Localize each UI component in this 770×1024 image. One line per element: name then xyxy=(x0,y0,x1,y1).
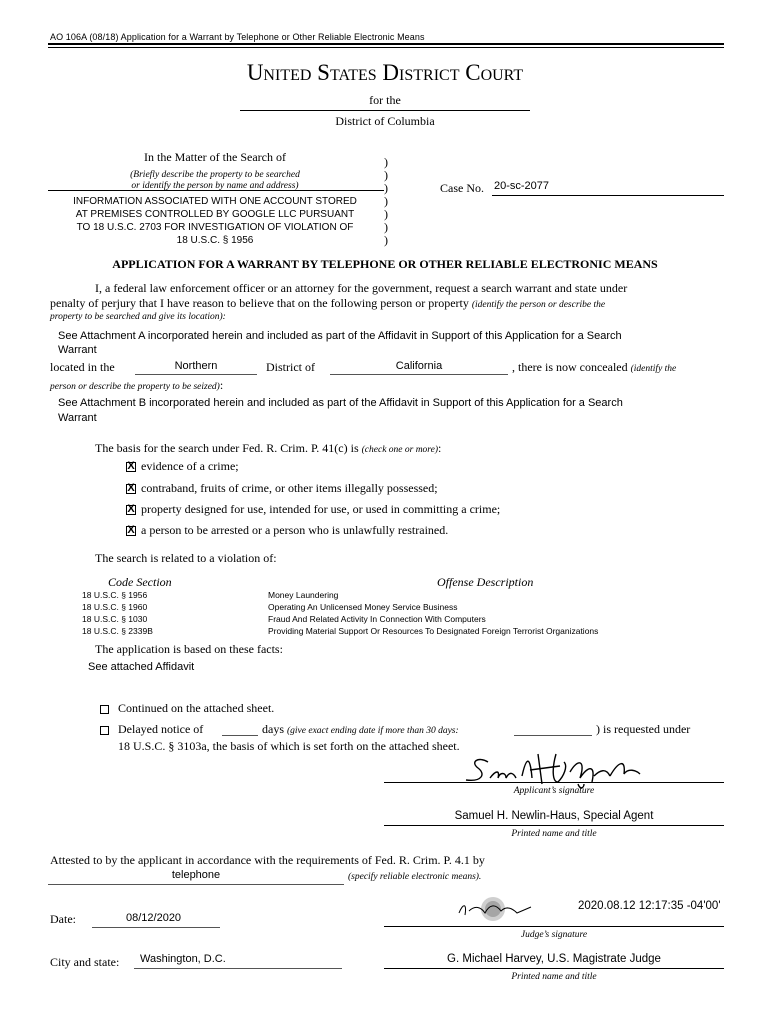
state-value: California xyxy=(395,360,443,372)
judge-name-label: Printed name and title xyxy=(511,972,597,982)
offense-row-4: Providing Material Support Or Resources To Designated Foreign Terrorist Organizations xyxy=(268,626,599,636)
matter-brackets: ) ) ) ) ) ) ) xyxy=(384,155,388,247)
offense-description-header: Offense Description xyxy=(437,575,534,589)
case-number: 20-sc-2077 xyxy=(494,180,550,192)
violation-heading: The search is related to a violation of: xyxy=(95,551,277,565)
case-number-line xyxy=(492,195,724,196)
applicant-name-label: Printed name and title xyxy=(511,829,597,839)
delayed-line-2: 18 U.S.C. § 3103a, the basis of which is set forth on the attached sheet. xyxy=(118,739,460,753)
code-row-1: 18 U.S.C. § 1956 xyxy=(82,590,148,600)
matter-heading: In the Matter of the Search of xyxy=(144,150,286,164)
delayed-days-field[interactable] xyxy=(222,735,258,736)
intro-line-1: I, a federal law enforcement officer or an attorney for the government, request a search warrant and state under xyxy=(95,281,628,295)
header-rule xyxy=(48,43,724,45)
city-value: Washington, D.C. xyxy=(140,953,226,965)
attested-method: telephone xyxy=(171,869,221,881)
court-district: District of Columbia xyxy=(335,114,435,128)
basis-checkbox-contraband[interactable]: X xyxy=(127,482,135,494)
person-describe-label: person or describe the property to be seized): xyxy=(50,378,224,392)
basis-heading: The basis for the search under Fed. R. Crim. P. 41(c) is (check one or more): xyxy=(95,441,442,455)
facts-value: See attached Affidavit xyxy=(88,661,195,673)
code-row-4: 18 U.S.C. § 2339B xyxy=(82,626,153,636)
facts-heading: The application is based on these facts: xyxy=(95,642,283,656)
judge-name-line xyxy=(384,968,724,969)
attested-method-line xyxy=(48,884,344,885)
basis-checkbox-person[interactable]: X xyxy=(127,524,135,536)
matter-instruction-1: (Briefly describe the property to be searched xyxy=(130,170,300,180)
code-row-3: 18 U.S.C. § 1030 xyxy=(82,614,148,624)
basis-checkbox-property[interactable]: X xyxy=(127,503,135,515)
attachment-a-line-2: Warrant xyxy=(58,344,97,356)
applicant-name: Samuel H. Newlin-Haus, Special Agent xyxy=(454,810,654,822)
delayed-checkbox[interactable] xyxy=(100,726,109,735)
attested-line-1: Attested to by the applicant in accordance with the requirements of Fed. R. Crim. P. 4.1 by xyxy=(50,853,485,867)
court-for-the: for the xyxy=(369,93,401,107)
attested-method-label: (specify reliable electronic means). xyxy=(348,872,482,882)
applicant-signature-label: Applicant’s signature xyxy=(513,786,595,796)
judge-timestamp: 2020.08.12 12:17:35 -04'00' xyxy=(578,900,721,912)
matter-instruction-2: or identify the person by name and address) xyxy=(131,181,299,191)
application-title: APPLICATION FOR A WARRANT BY TELEPHONE OR OTHER RELIABLE ELECTRONIC MEANS xyxy=(112,257,658,271)
judge-name: G. Michael Harvey, U.S. Magistrate Judge xyxy=(447,953,661,965)
basis-label-evidence: evidence of a crime; xyxy=(141,459,239,473)
matter-description-3: TO 18 U.S.C. 2703 FOR INVESTIGATION OF VIOLATION OF xyxy=(76,222,354,233)
attachment-a-line-1: See Attachment A incorporated herein and included as part of the Affidavit in Support of this Application for a Search xyxy=(58,330,622,342)
date-value: 08/12/2020 xyxy=(126,912,182,924)
matter-description-4: 18 U.S.C. § 1956 xyxy=(176,235,254,246)
matter-instruction-line xyxy=(48,190,384,191)
judge-signature-line xyxy=(384,926,724,927)
city-value-line xyxy=(134,968,342,969)
delayed-label: Delayed notice of xyxy=(118,722,204,736)
offense-row-2: Operating An Unlicensed Money Service Business xyxy=(268,602,458,612)
offense-row-3: Fraud And Related Activity In Connection With Computers xyxy=(268,614,486,624)
delayed-requested: ) is requested under xyxy=(596,722,691,736)
district-value-line xyxy=(135,374,257,375)
continued-label: Continued on the attached sheet. xyxy=(118,701,275,715)
court-title: United States District Court xyxy=(246,60,524,85)
attachment-b-line-1: See Attachment B incorporated herein and included as part of the Affidavit in Support of this Application for a Search xyxy=(58,397,623,409)
attachment-b-line-2: Warrant xyxy=(58,412,97,424)
city-label: City and state: xyxy=(50,955,120,969)
located-in-label: located in the xyxy=(50,360,115,374)
matter-description-2: AT PREMISES CONTROLLED BY GOOGLE LLC PURSUANT xyxy=(75,209,355,220)
header-rule-thin xyxy=(48,47,724,48)
applicant-name-line xyxy=(384,825,724,826)
basis-label-person: a person to be arrested or a person who is unlawfully restrained. xyxy=(141,523,449,537)
district-of-label: District of xyxy=(266,360,315,374)
judge-signature-image xyxy=(455,893,535,925)
district-value: Northern xyxy=(174,360,218,372)
offense-row-1: Money Laundering xyxy=(268,590,339,600)
basis-label-contraband: contraband, fruits of crime, or other items illegally possessed; xyxy=(141,481,438,495)
form-header: AO 106A (08/18) Application for a Warrant by Telephone or Other Reliable Electronic Means xyxy=(50,32,425,42)
code-section-header: Code Section xyxy=(108,575,172,589)
district-line xyxy=(240,110,530,111)
applicant-signature-line xyxy=(384,782,724,783)
code-row-2: 18 U.S.C. § 1960 xyxy=(82,602,148,612)
intro-line-2: penalty of perjury that I have reason to believe that on the following person or property (identify the person or describe the xyxy=(50,296,606,310)
basis-label-property: property designed for use, intended for use, or used in committing a crime; xyxy=(141,502,501,516)
date-value-line xyxy=(92,927,220,928)
date-label: Date: xyxy=(50,912,76,926)
basis-checkbox-evidence[interactable]: X xyxy=(127,460,135,472)
continued-checkbox[interactable] xyxy=(100,705,109,714)
concealed-label: , there is now concealed (identify the xyxy=(512,360,677,374)
delayed-days: days (give exact ending date if more than 30 days: xyxy=(262,722,459,736)
judge-signature-label: Judge’s signature xyxy=(520,930,588,940)
intro-line-3: property to be searched and give its location): xyxy=(50,312,226,322)
case-label: Case No. xyxy=(440,181,484,195)
state-value-line xyxy=(330,374,508,375)
matter-description-1: INFORMATION ASSOCIATED WITH ONE ACCOUNT STORED xyxy=(73,196,357,207)
delayed-date-field[interactable] xyxy=(514,735,592,736)
